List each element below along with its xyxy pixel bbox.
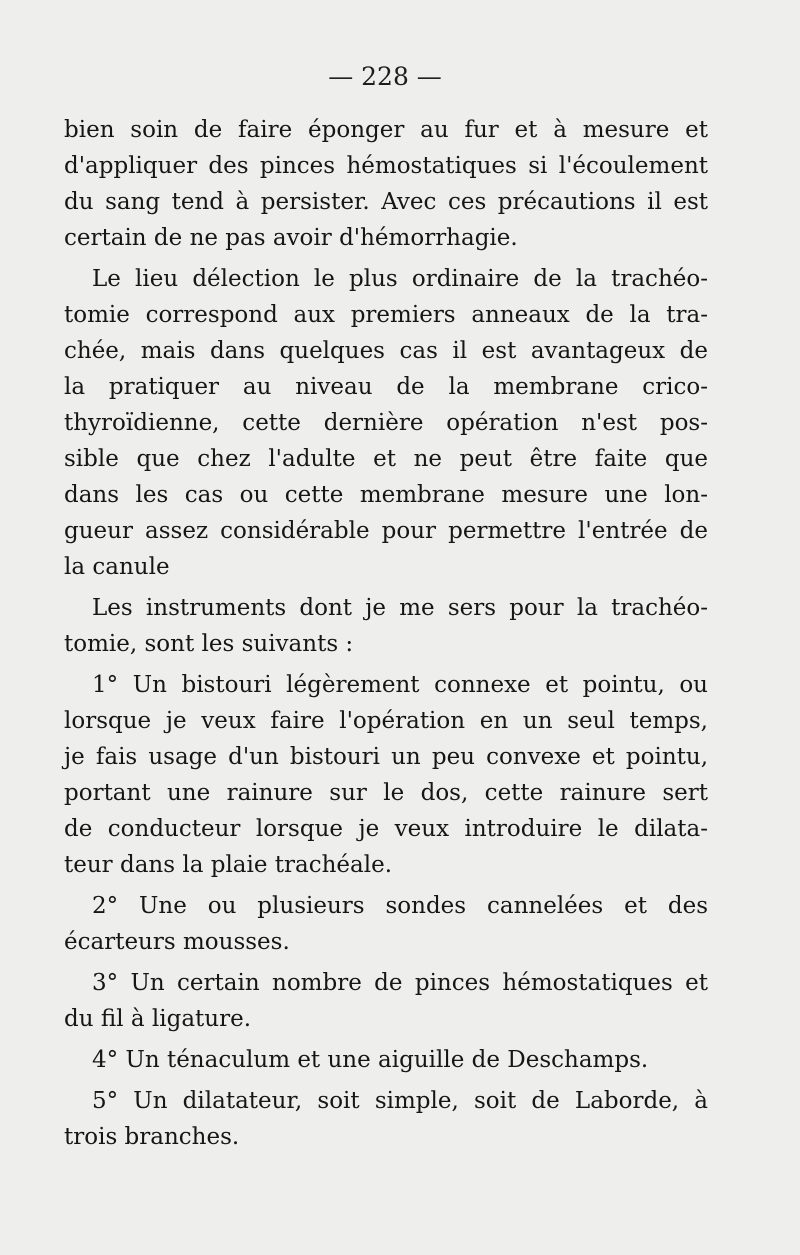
text-line: portant une rainure sur le dos, cette rainure sert xyxy=(64,780,708,806)
text-line: d'appliquer des pinces hémostatiques si l'écoulement xyxy=(64,153,708,179)
list-item-2 xyxy=(64,888,708,960)
text-line: Le lieu délection le plus ordinaire de la trachéo- xyxy=(92,266,708,292)
text-line: tomie correspond aux premiers anneaux de la tra- xyxy=(64,302,708,328)
paragraph-3 xyxy=(64,590,708,662)
text-line: du fil à ligature. xyxy=(64,1006,251,1032)
text-line: 5° Un dilatateur, soit simple, soit de Laborde, à xyxy=(92,1088,708,1114)
list-item-4 xyxy=(64,1042,708,1078)
paragraph-1 xyxy=(64,112,708,256)
text-line: gueur assez considérable pour permettre l'entrée de xyxy=(64,518,708,544)
text-line: 2° Une ou plusieurs sondes cannelées et des xyxy=(92,893,708,919)
paragraph-2 xyxy=(64,261,708,585)
list-item-3 xyxy=(64,965,708,1037)
text-line: trois branches. xyxy=(64,1124,240,1150)
list-item-5 xyxy=(64,1083,708,1155)
text-line: je fais usage d'un bistouri un peu convexe et pointu, xyxy=(64,744,708,770)
text-line: Les instruments dont je me sers pour la trachéo- xyxy=(92,595,708,621)
page-number: — 228 — xyxy=(328,62,442,91)
text-line: 4° Un ténaculum et une aiguille de Deschamps. xyxy=(92,1047,649,1073)
text-line: écarteurs mousses. xyxy=(64,929,290,955)
text-line: bien soin de faire éponger au fur et à mesure et xyxy=(64,117,708,143)
text-line: lorsque je veux faire l'opération en un seul temps, xyxy=(64,708,708,734)
text-line: du sang tend à persister. Avec ces précautions il est xyxy=(64,189,708,215)
text-line: la canule xyxy=(64,554,170,580)
text-line: teur dans la plaie trachéale. xyxy=(64,852,393,878)
text-line: chée, mais dans quelques cas il est avantageux de xyxy=(64,338,708,364)
text-line: 3° Un certain nombre de pinces hémostatiques et xyxy=(92,970,708,996)
text-line: la pratiquer au niveau de la membrane crico- xyxy=(64,374,708,400)
text-line: certain de ne pas avoir d'hémorrhagie. xyxy=(64,225,518,251)
body-text xyxy=(64,112,708,1160)
text-line: sible que chez l'adulte et ne peut être faite que xyxy=(64,446,708,472)
text-line: 1° Un bistouri légèrement connexe et pointu, ou xyxy=(92,672,708,698)
text-line: dans les cas ou cette membrane mesure une lon- xyxy=(64,482,708,508)
text-line: thyroïdienne, cette dernière opération n'est pos- xyxy=(64,410,708,436)
text-line: tomie, sont les suivants : xyxy=(64,631,354,657)
text-line: de conducteur lorsque je veux introduire le dilata- xyxy=(64,816,708,842)
list-item-1 xyxy=(64,667,708,883)
